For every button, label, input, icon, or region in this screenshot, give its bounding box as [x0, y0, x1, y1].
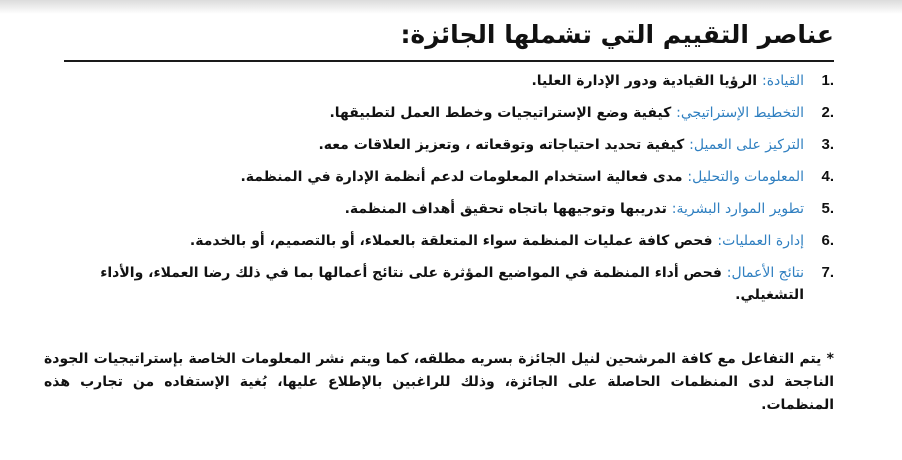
item-text: فحص كافة عمليات المنظمة سواء المتعلقة بالعملاء، أو بالتصميم، أو بالخدمة. — [189, 233, 718, 249]
list-item — [64, 230, 834, 252]
item-number: 2. — [821, 104, 834, 121]
item-term: التركيز على العميل: — [689, 137, 804, 153]
item-number: 4. — [821, 168, 834, 185]
item-number: 3. — [821, 136, 834, 153]
list-item — [64, 166, 834, 188]
list-item — [64, 134, 834, 156]
footnote-paragraph: * يتم التفاعل مع كافة المرشحين لنيل الجائزة بسريه مطلقه، كما ويتم نشر المعلومات الخاصة بإستراتيجيات الجودة الناجحة لدى المنظمات الحاصلة على الجائزة، وذلك للراغبين بالإطلاع عليها، بُغية الإستفاده من تجارب هذه المنظمات. — [44, 351, 834, 413]
list-item — [64, 262, 834, 306]
item-term: التخطيط الإستراتيجي: — [676, 105, 804, 121]
item-number: 5. — [821, 200, 834, 217]
item-term: تطوير الموارد البشرية: — [671, 201, 804, 217]
item-text: الرؤيا القيادية ودور الإدارة العليا. — [531, 73, 762, 89]
item-term: إدارة العمليات: — [717, 233, 804, 249]
item-text: تدريبها وتوجيهها باتجاه تحقيق أهداف المنظمة. — [344, 201, 672, 217]
list-item — [64, 102, 834, 124]
item-text: كيفية وضع الإستراتيجيات وخطط العمل لتطبيقها. — [329, 105, 677, 121]
item-text: مدى فعالية استخدام المعلومات لدعم أنظمة الإدارة في المنظمة. — [240, 169, 688, 185]
item-text: فحص أداء المنظمة في المواضيع المؤثرة على نتائج أعمالها بما في ذلك رضا العملاء، والأداء التشغيلي. — [100, 265, 804, 303]
page-title: عناصر التقييم التي تشملها الجائزة: — [400, 20, 834, 49]
item-term: القيادة: — [761, 73, 804, 89]
evaluation-criteria-list — [64, 70, 834, 316]
item-text: كيفية تحديد احتياجاته وتوقعاته ، وتعزيز العلاقات معه. — [318, 137, 690, 153]
list-item — [64, 70, 834, 92]
item-number: 1. — [821, 72, 834, 89]
list-item — [64, 198, 834, 220]
item-term: المعلومات والتحليل: — [687, 169, 804, 185]
item-number: 6. — [821, 232, 834, 249]
title-underline — [64, 60, 834, 62]
item-number: 7. — [821, 264, 834, 281]
item-term: نتائج الأعمال: — [726, 265, 804, 281]
